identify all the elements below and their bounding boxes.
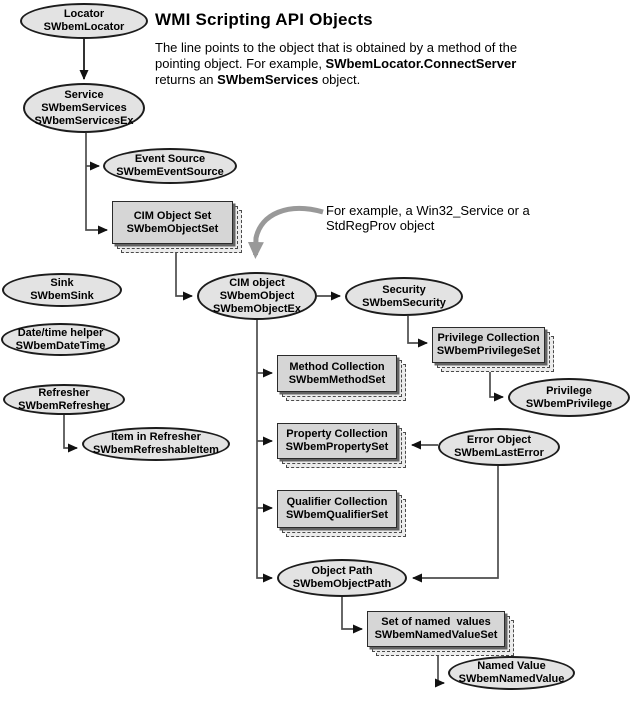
- node-face: [112, 201, 233, 244]
- node-title: CIM object: [229, 276, 285, 289]
- desc-bold-text: SWbemLocator.ConnectServer: [325, 56, 517, 71]
- desc-text: returns an: [155, 72, 218, 87]
- node-named-value: [448, 656, 575, 690]
- node-datetime-helper: [1, 323, 120, 356]
- node-class: SWbemServicesEx: [34, 114, 134, 127]
- edge-objectpath-namedvalueset: [342, 597, 362, 629]
- node-privilege-set: [432, 327, 545, 363]
- node-class: SWbemQualifierSet: [285, 509, 389, 521]
- node-security: [345, 277, 463, 316]
- node-title: Privilege Collection: [437, 332, 540, 344]
- node-title: Locator: [63, 8, 105, 20]
- annotation-text: StdRegProv object: [326, 218, 435, 233]
- node-named-value-set: [367, 611, 505, 647]
- node-class: SWbemPrivilege: [525, 397, 613, 410]
- node-class: SWbemNamedValue: [458, 673, 565, 685]
- node-title: Refresher: [38, 386, 90, 399]
- node-event-source: [103, 148, 237, 184]
- node-face: [277, 355, 397, 392]
- edge-error-objectpath: [413, 466, 498, 578]
- edge-refresher-item: [64, 415, 77, 448]
- node-privilege: [508, 378, 630, 417]
- annotation-curved-arrow: [256, 208, 324, 255]
- node-class: SWbemEventSource: [116, 166, 224, 178]
- node-cim-object-set: [112, 201, 233, 244]
- node-face: [432, 327, 545, 363]
- node-class: SWbemPropertySet: [285, 441, 389, 453]
- edge-service-cimobjectset: [86, 133, 107, 230]
- node-title: Date/time helper: [17, 326, 104, 339]
- node-class: SWbemSecurity: [362, 296, 446, 309]
- node-class: SWbemObjectSet: [126, 222, 219, 235]
- desc-text: object.: [318, 72, 361, 87]
- node-title: Service: [64, 88, 104, 101]
- desc-bold-text: SWbemServices: [217, 72, 319, 87]
- node-class: SWbemPrivilegeSet: [436, 345, 541, 357]
- node-error-object: [438, 428, 560, 466]
- node-title: Qualifier Collection: [286, 496, 388, 508]
- node-title: Object Path: [311, 565, 373, 577]
- node-class: SWbemServices: [41, 101, 127, 114]
- node-title: Sink: [50, 277, 74, 289]
- node-service: [23, 83, 145, 133]
- node-class: SWbemObjectEx: [212, 302, 302, 315]
- annotation-note: [326, 203, 536, 233]
- node-sink: [2, 273, 122, 307]
- desc-text: The line points to the object that is obtained by a method of the: [155, 40, 518, 55]
- node-locator: [20, 3, 148, 39]
- node-class: SWbemLastError: [454, 447, 544, 459]
- node-refreshable-item: [82, 427, 230, 461]
- node-class: SWbemObject: [219, 289, 295, 302]
- node-qualifier-set: [277, 490, 397, 528]
- node-title: Set of named values: [381, 616, 491, 628]
- node-title: Error Object: [466, 434, 532, 446]
- node-title: Security: [382, 283, 426, 296]
- edge-cimobject-objectpath: [257, 320, 272, 578]
- edge-security-privilegeset: [408, 316, 427, 343]
- node-class: SWbemDateTime: [15, 339, 106, 352]
- node-title: Method Collection: [289, 360, 385, 373]
- header-description: [155, 40, 625, 88]
- node-face: [277, 490, 397, 528]
- node-class: SWbemNamedValueSet: [374, 629, 498, 641]
- node-face: [367, 611, 505, 647]
- node-title: Event Source: [134, 153, 206, 165]
- node-class: SWbemObjectPath: [292, 578, 392, 590]
- node-title: Property Collection: [286, 428, 388, 440]
- node-class: SWbemRefresher: [18, 399, 110, 412]
- node-class: SWbemRefreshableItem: [93, 444, 219, 456]
- node-title: Named Value: [477, 660, 546, 672]
- node-object-path: [277, 559, 407, 597]
- node-method-set: [277, 355, 397, 392]
- page-title: WMI Scripting API Objects: [155, 10, 373, 29]
- node-class: SWbemSink: [30, 290, 94, 302]
- node-title: Privilege: [546, 384, 592, 397]
- node-cim-object: [197, 272, 317, 320]
- node-refresher: [3, 384, 125, 415]
- desc-text: pointing object. For example,: [155, 56, 326, 71]
- node-class: SWbemLocator: [43, 21, 125, 33]
- node-class: SWbemMethodSet: [288, 373, 386, 386]
- node-title: CIM Object Set: [133, 209, 212, 222]
- annotation-text: For example, a Win32_Service or a: [326, 203, 530, 218]
- node-title: Item in Refresher: [111, 431, 201, 443]
- node-face: [277, 423, 397, 459]
- node-property-set: [277, 423, 397, 459]
